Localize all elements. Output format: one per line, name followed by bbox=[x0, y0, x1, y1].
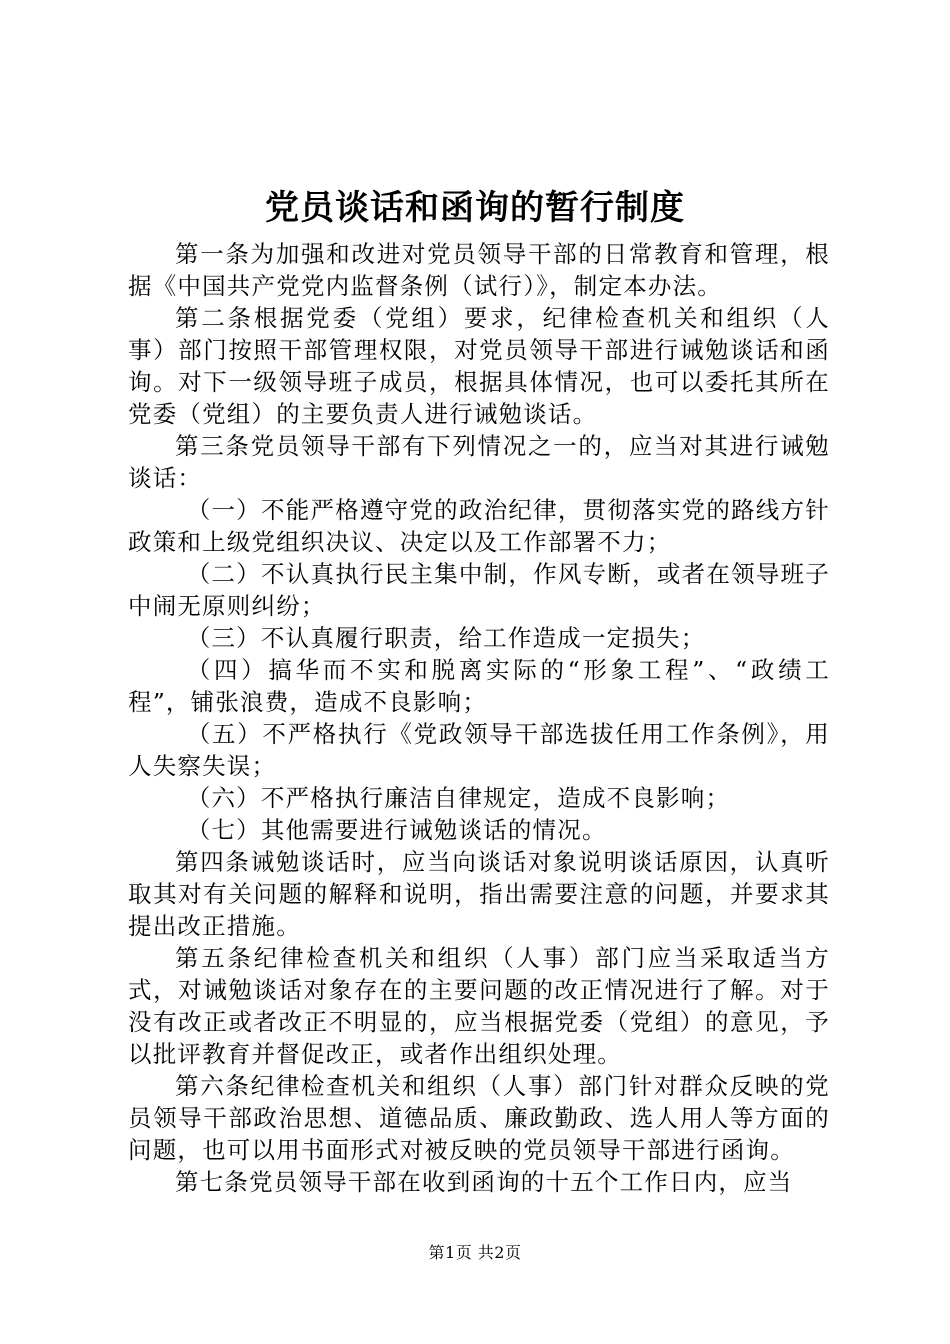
list-item-1: （一）不能严格遵守党的政治纪律，贯彻落实党的路线方针政策和上级党组织决议、决定以及工作部署不力； bbox=[128, 496, 830, 556]
paragraph-article-5: 第五条纪律检查机关和组织（人事）部门应当采取适当方式，对诫勉谈话对象存在的主要问题的改正情况进行了解。对于没有改正或者改正不明显的，应当根据党委（党组）的意见，予以批评教育并督促改正，或者作出组织处理。 bbox=[128, 944, 830, 1068]
list-item-5: （五）不严格执行《党政领导干部选拔任用工作条例》，用人失察失误； bbox=[128, 720, 830, 780]
list-item-3: （三）不认真履行职责，给工作造成一定损失； bbox=[186, 624, 706, 652]
list-item-7: （七）其他需要进行诫勉谈话的情况。 bbox=[186, 816, 607, 844]
list-item-4: （四）搞华而不实和脱离实际的“形象工程”、“政绩工程”，铺张浪费，造成不良影响； bbox=[128, 656, 830, 716]
document-title: 党员谈话和函询的暂行制度 bbox=[265, 188, 685, 228]
paragraph-article-1: 第一条为加强和改进对党员领导干部的日常教育和管理，根据《中国共产党党内监督条例（试行）》，制定本办法。 bbox=[128, 240, 830, 300]
list-item-2: （二）不认真执行民主集中制，作风专断，或者在领导班子中闹无原则纠纷； bbox=[128, 560, 830, 620]
paragraph-article-2: 第二条根据党委（党组）要求，纪律检查机关和组织（人事）部门按照干部管理权限，对党员领导干部进行诫勉谈话和函询。对下一级领导班子成员，根据具体情况，也可以委托其所在党委（党组）的主要负责人进行诫勉谈话。 bbox=[128, 304, 830, 428]
paragraph-article-3: 第三条党员领导干部有下列情况之一的，应当对其进行诫勉谈话： bbox=[128, 432, 830, 492]
paragraph-article-4: 第四条诫勉谈话时，应当向谈话对象说明谈话原因，认真听取其对有关问题的解释和说明，指出需要注意的问题，并要求其提出改正措施。 bbox=[128, 848, 830, 940]
list-item-6: （六）不严格执行廉洁自律规定，造成不良影响； bbox=[186, 784, 731, 812]
paragraph-article-7: 第七条党员领导干部在收到函询的十五个工作日内，应当 bbox=[175, 1168, 793, 1196]
page-footer: 第1页 共2页 bbox=[428, 1243, 522, 1262]
paragraph-article-6: 第六条纪律检查机关和组织（人事）部门针对群众反映的党员领导干部政治思想、道德品质、廉政勤政、选人用人等方面的问题，也可以用书面形式对被反映的党员领导干部进行函询。 bbox=[128, 1072, 830, 1164]
document-body bbox=[128, 238, 830, 1198]
